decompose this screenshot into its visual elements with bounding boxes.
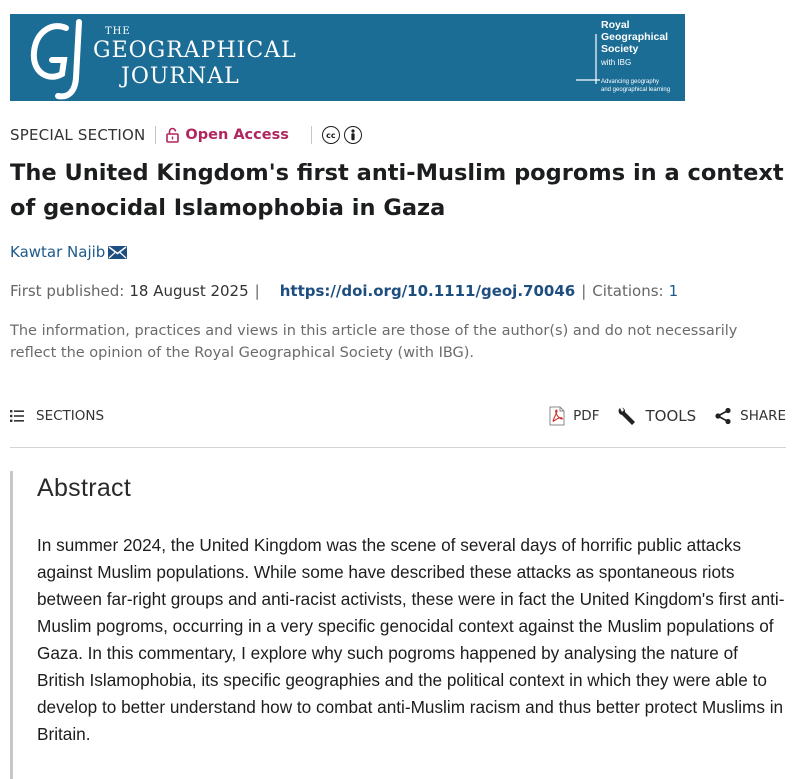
article-title: The United Kingdom's first anti-Muslim pogroms in a context of genocidal Islamophobia in Gaza: [10, 160, 784, 221]
share-icon: [714, 407, 732, 425]
article-meta-row: [10, 124, 362, 146]
divider: [311, 126, 312, 144]
gj-logo-icon: [24, 16, 94, 102]
email-icon[interactable]: [108, 246, 127, 259]
rgs-tagline: Advancing geography and geographical learning: [601, 79, 671, 93]
sections-label: SECTIONS: [36, 408, 105, 424]
author[interactable]: [10, 243, 127, 261]
attribution-icon: [344, 126, 362, 144]
journal-banner[interactable]: [10, 14, 685, 101]
rgs-ibg: with IBG: [601, 58, 632, 67]
pdf-label: PDF: [573, 408, 600, 424]
rgs-crosshair-icon: [576, 34, 600, 84]
pdf-icon: [549, 406, 565, 426]
abstract-border: [10, 471, 13, 779]
disclaimer: The information, practices and views in this article are those of the author(s) and do not necessarily reflect the opinion of the Royal Geographical Society (with IBG).: [10, 323, 738, 361]
share-label: SHARE: [740, 408, 786, 424]
divider: |: [581, 282, 587, 300]
journal-name-the: THE: [105, 26, 131, 37]
pdf-button[interactable]: [549, 406, 599, 426]
article-toolbar: [10, 404, 786, 430]
share-button[interactable]: [714, 407, 786, 425]
creative-commons-icon: cc: [322, 126, 340, 144]
doi-link[interactable]: https://doi.org/10.1111/geoj.70046: [279, 282, 576, 300]
rgs-name: Royal Geographical Society: [601, 19, 669, 55]
open-access-badge[interactable]: Open Access: [185, 127, 289, 143]
divider: [155, 126, 156, 144]
author-name[interactable]: Kawtar Najib: [10, 243, 106, 261]
tools-button[interactable]: [617, 406, 696, 426]
open-lock-icon: [166, 127, 179, 143]
abstract-text: In summer 2024, the United Kingdom was the scene of several days of horrific public attacks against Muslim populations. While some have described these attacks as spontaneous riots between far-right groups and anti-racist activists, these were in fact the United Kingdom's first anti-Muslim pogroms, occurring in a very specific genocidal context against the Muslim populations of Gaza. In this commentary, I explore why such pogroms happened by analysing the nature of British Islamophobia, its specific geographies and the political context in which they were able to develop to better understand how to combat anti-Muslim racism and thus better protect Muslims in Britain.: [37, 535, 785, 744]
toolbar-actions: [531, 406, 786, 426]
person-icon: [348, 129, 358, 141]
sections-button[interactable]: [10, 408, 104, 424]
first-published-label: First published:: [10, 282, 125, 300]
citations-label: Citations:: [592, 282, 664, 300]
rgs-logo[interactable]: [576, 18, 682, 98]
first-published-date: 18 August 2025: [129, 282, 249, 300]
citations-count[interactable]: 1: [668, 282, 679, 300]
wrench-icon: [617, 406, 637, 426]
publication-info: [10, 282, 678, 300]
journal-name-line2: JOURNAL: [121, 64, 240, 89]
tools-label: TOOLS: [645, 407, 697, 425]
list-icon: [10, 410, 24, 422]
license-icons[interactable]: [322, 126, 362, 144]
journal-name-line1: GEOGRAPHICAL: [93, 38, 297, 63]
section-label: SPECIAL SECTION: [10, 126, 146, 144]
divider: |: [254, 282, 260, 300]
toolbar-divider: [10, 447, 786, 448]
abstract-heading: Abstract: [37, 474, 132, 502]
